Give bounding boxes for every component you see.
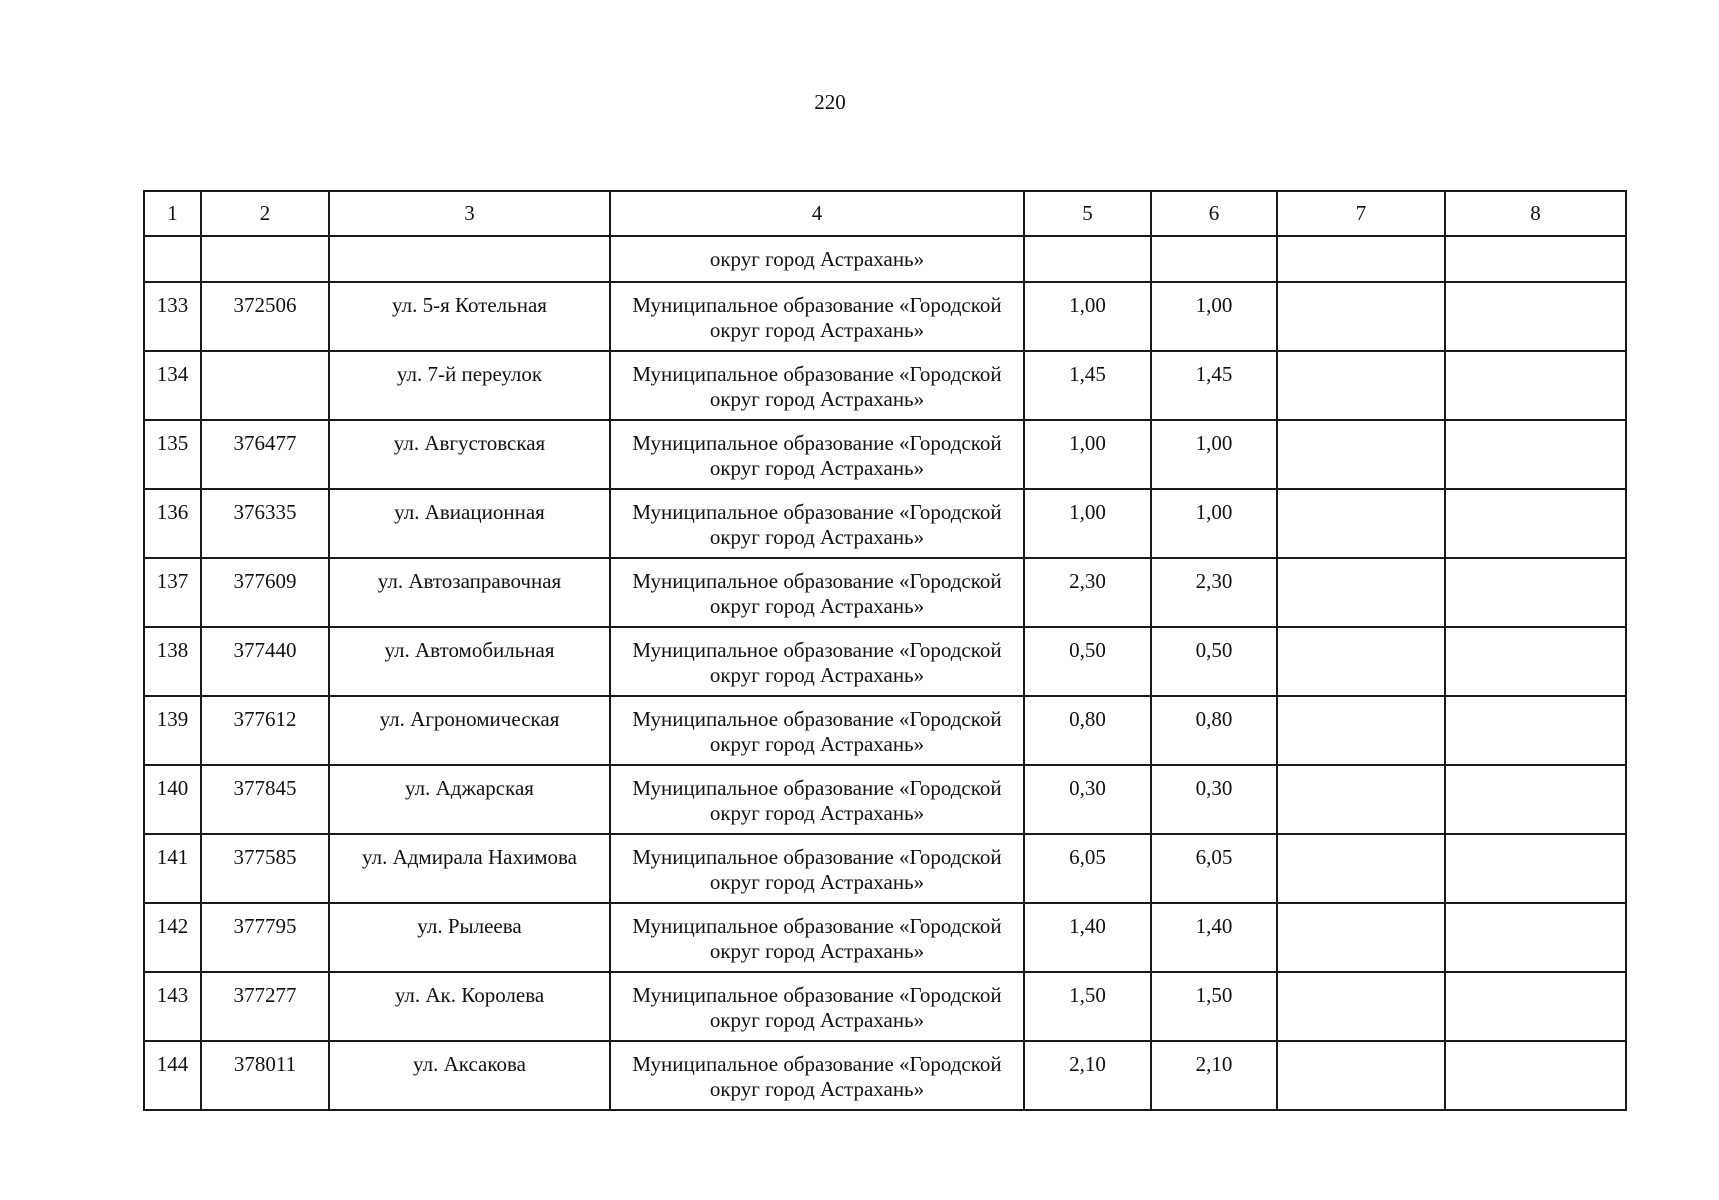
owner-line: Муниципальное образование «Городской — [632, 638, 1002, 662]
road-code-cell: 377795 — [201, 903, 329, 972]
street-name-cell: ул. Аджарская — [329, 765, 610, 834]
table-cell — [201, 236, 329, 282]
column-number-row — [144, 191, 1626, 236]
owner-line: Муниципальное образование «Городской — [632, 362, 1002, 386]
street-name-cell: ул. Адмирала Нахимова — [329, 834, 610, 903]
column-number: 1 — [144, 191, 201, 236]
owner-line: Муниципальное образование «Городской — [632, 914, 1002, 938]
length-cell: 0,30 — [1151, 765, 1277, 834]
owner-cell — [610, 627, 1024, 696]
length-cell: 0,50 — [1024, 627, 1151, 696]
road-code-cell — [201, 351, 329, 420]
table-cell — [1277, 282, 1445, 351]
table-cell — [1445, 765, 1626, 834]
table-cell — [1277, 489, 1445, 558]
length-cell: 2,30 — [1151, 558, 1277, 627]
table-row — [144, 834, 1626, 903]
owner-cell — [610, 903, 1024, 972]
owner-line: округ город Астрахань» — [709, 663, 925, 687]
table-cell — [1277, 558, 1445, 627]
table-row — [144, 696, 1626, 765]
street-name-cell: ул. Автомобильная — [329, 627, 610, 696]
table-cell — [1445, 696, 1626, 765]
owner-line: Муниципальное образование «Городской — [632, 431, 1002, 455]
street-name-cell: ул. Ак. Королева — [329, 972, 610, 1041]
row-number-cell: 144 — [144, 1041, 201, 1110]
table-cell — [1445, 236, 1626, 282]
table-cell — [1445, 1041, 1626, 1110]
length-cell: 0,30 — [1024, 765, 1151, 834]
column-number: 6 — [1151, 191, 1277, 236]
road-code-cell: 378011 — [201, 1041, 329, 1110]
length-cell: 1,40 — [1024, 903, 1151, 972]
owner-line: округ город Астрахань» — [709, 801, 925, 825]
continued-row — [144, 236, 1626, 282]
length-cell: 1,00 — [1024, 489, 1151, 558]
owner-cell — [610, 1041, 1024, 1110]
road-code-cell: 377440 — [201, 627, 329, 696]
road-code-cell: 376335 — [201, 489, 329, 558]
column-number: 5 — [1024, 191, 1151, 236]
length-cell: 1,00 — [1024, 420, 1151, 489]
length-cell: 2,10 — [1024, 1041, 1151, 1110]
row-number-cell: 138 — [144, 627, 201, 696]
road-code-cell: 377277 — [201, 972, 329, 1041]
length-cell: 1,50 — [1151, 972, 1277, 1041]
table-row — [144, 351, 1626, 420]
length-cell: 0,50 — [1151, 627, 1277, 696]
row-number-cell: 133 — [144, 282, 201, 351]
column-number: 4 — [610, 191, 1024, 236]
table-cell — [1445, 420, 1626, 489]
length-cell: 2,10 — [1151, 1041, 1277, 1110]
length-cell: 1,40 — [1151, 903, 1277, 972]
table-row — [144, 489, 1626, 558]
table-cell — [1277, 972, 1445, 1041]
table-row — [144, 420, 1626, 489]
table-cell — [1445, 489, 1626, 558]
road-code-cell: 377585 — [201, 834, 329, 903]
table-cell — [1445, 972, 1626, 1041]
road-code-cell: 377845 — [201, 765, 329, 834]
column-number: 8 — [1445, 191, 1626, 236]
page-number: 220 — [814, 90, 846, 114]
owner-cell — [610, 282, 1024, 351]
owner-line: округ город Астрахань» — [709, 1077, 925, 1101]
road-code-cell: 376477 — [201, 420, 329, 489]
table-cell — [1445, 558, 1626, 627]
row-number-cell: 136 — [144, 489, 201, 558]
owner-line: Муниципальное образование «Городской — [632, 707, 1002, 731]
street-name-cell: ул. 7-й переулок — [329, 351, 610, 420]
length-cell: 1,00 — [1024, 282, 1151, 351]
table-cell — [1277, 1041, 1445, 1110]
table-cell — [1277, 627, 1445, 696]
owner-line: Муниципальное образование «Городской — [632, 293, 1002, 317]
owner-line: Муниципальное образование «Городской — [632, 500, 1002, 524]
owner-line: округ город Астрахань» — [709, 318, 925, 342]
owner-line: округ город Астрахань» — [709, 456, 925, 480]
road-registry-table — [143, 190, 1627, 1111]
row-number-cell: 139 — [144, 696, 201, 765]
owner-line: округ город Астрахань» — [709, 732, 925, 756]
table-row — [144, 765, 1626, 834]
length-cell: 0,80 — [1024, 696, 1151, 765]
street-name-cell: ул. Агрономическая — [329, 696, 610, 765]
table-row — [144, 558, 1626, 627]
table-cell — [144, 236, 201, 282]
table-cell — [1151, 236, 1277, 282]
length-cell: 0,80 — [1151, 696, 1277, 765]
owner-line: округ город Астрахань» — [709, 525, 925, 549]
owner-cell — [610, 489, 1024, 558]
owner-line: округ город Астрахань» — [709, 939, 925, 963]
table-cell — [1024, 236, 1151, 282]
street-name-cell: ул. Августовская — [329, 420, 610, 489]
length-cell: 2,30 — [1024, 558, 1151, 627]
table-row — [144, 1041, 1626, 1110]
row-number-cell: 140 — [144, 765, 201, 834]
row-number-cell: 137 — [144, 558, 201, 627]
length-cell: 1,00 — [1151, 489, 1277, 558]
table-cell — [1277, 420, 1445, 489]
owner-line: округ город Астрахань» — [709, 594, 925, 618]
owner-cell — [610, 834, 1024, 903]
row-number-cell: 142 — [144, 903, 201, 972]
owner-cell — [610, 972, 1024, 1041]
row-number-cell: 134 — [144, 351, 201, 420]
column-number: 7 — [1277, 191, 1445, 236]
length-cell: 1,45 — [1151, 351, 1277, 420]
length-cell: 1,00 — [1151, 420, 1277, 489]
road-code-cell: 377609 — [201, 558, 329, 627]
table-row — [144, 282, 1626, 351]
table-cell — [329, 236, 610, 282]
table-cell — [1445, 834, 1626, 903]
street-name-cell: ул. Рылеева — [329, 903, 610, 972]
owner-line: округ город Астрахань» — [709, 387, 925, 411]
table-cell — [1445, 627, 1626, 696]
owner-cell — [610, 765, 1024, 834]
length-cell: 6,05 — [1024, 834, 1151, 903]
owner-cell: округ город Астрахань» — [610, 236, 1024, 282]
street-name-cell: ул. Автозаправочная — [329, 558, 610, 627]
road-code-cell: 372506 — [201, 282, 329, 351]
table-row — [144, 972, 1626, 1041]
owner-line: Муниципальное образование «Городской — [632, 569, 1002, 593]
length-cell: 1,45 — [1024, 351, 1151, 420]
street-name-cell: ул. 5-я Котельная — [329, 282, 610, 351]
table-cell — [1277, 236, 1445, 282]
table-cell — [1445, 351, 1626, 420]
street-name-cell: ул. Авиационная — [329, 489, 610, 558]
owner-line: Муниципальное образование «Городской — [632, 776, 1002, 800]
table-cell — [1277, 834, 1445, 903]
row-number-cell: 143 — [144, 972, 201, 1041]
length-cell: 1,00 — [1151, 282, 1277, 351]
owner-cell — [610, 420, 1024, 489]
table-cell — [1277, 696, 1445, 765]
table-cell — [1277, 351, 1445, 420]
table-cell — [1445, 903, 1626, 972]
owner-line: Муниципальное образование «Городской — [632, 1052, 1002, 1076]
owner-line: округ город Астрахань» — [709, 1008, 925, 1032]
table-cell — [1445, 282, 1626, 351]
table-cell — [1277, 765, 1445, 834]
owner-line: округ город Астрахань» — [709, 870, 925, 894]
owner-cell — [610, 558, 1024, 627]
table-row — [144, 627, 1626, 696]
row-number-cell: 135 — [144, 420, 201, 489]
table-row — [144, 903, 1626, 972]
column-number: 3 — [329, 191, 610, 236]
owner-line: Муниципальное образование «Городской — [632, 845, 1002, 869]
row-number-cell: 141 — [144, 834, 201, 903]
road-code-cell: 377612 — [201, 696, 329, 765]
column-number: 2 — [201, 191, 329, 236]
owner-line: Муниципальное образование «Городской — [632, 983, 1002, 1007]
length-cell: 6,05 — [1151, 834, 1277, 903]
owner-cell — [610, 351, 1024, 420]
length-cell: 1,50 — [1024, 972, 1151, 1041]
table-cell — [1277, 903, 1445, 972]
owner-cell — [610, 696, 1024, 765]
street-name-cell: ул. Аксакова — [329, 1041, 610, 1110]
